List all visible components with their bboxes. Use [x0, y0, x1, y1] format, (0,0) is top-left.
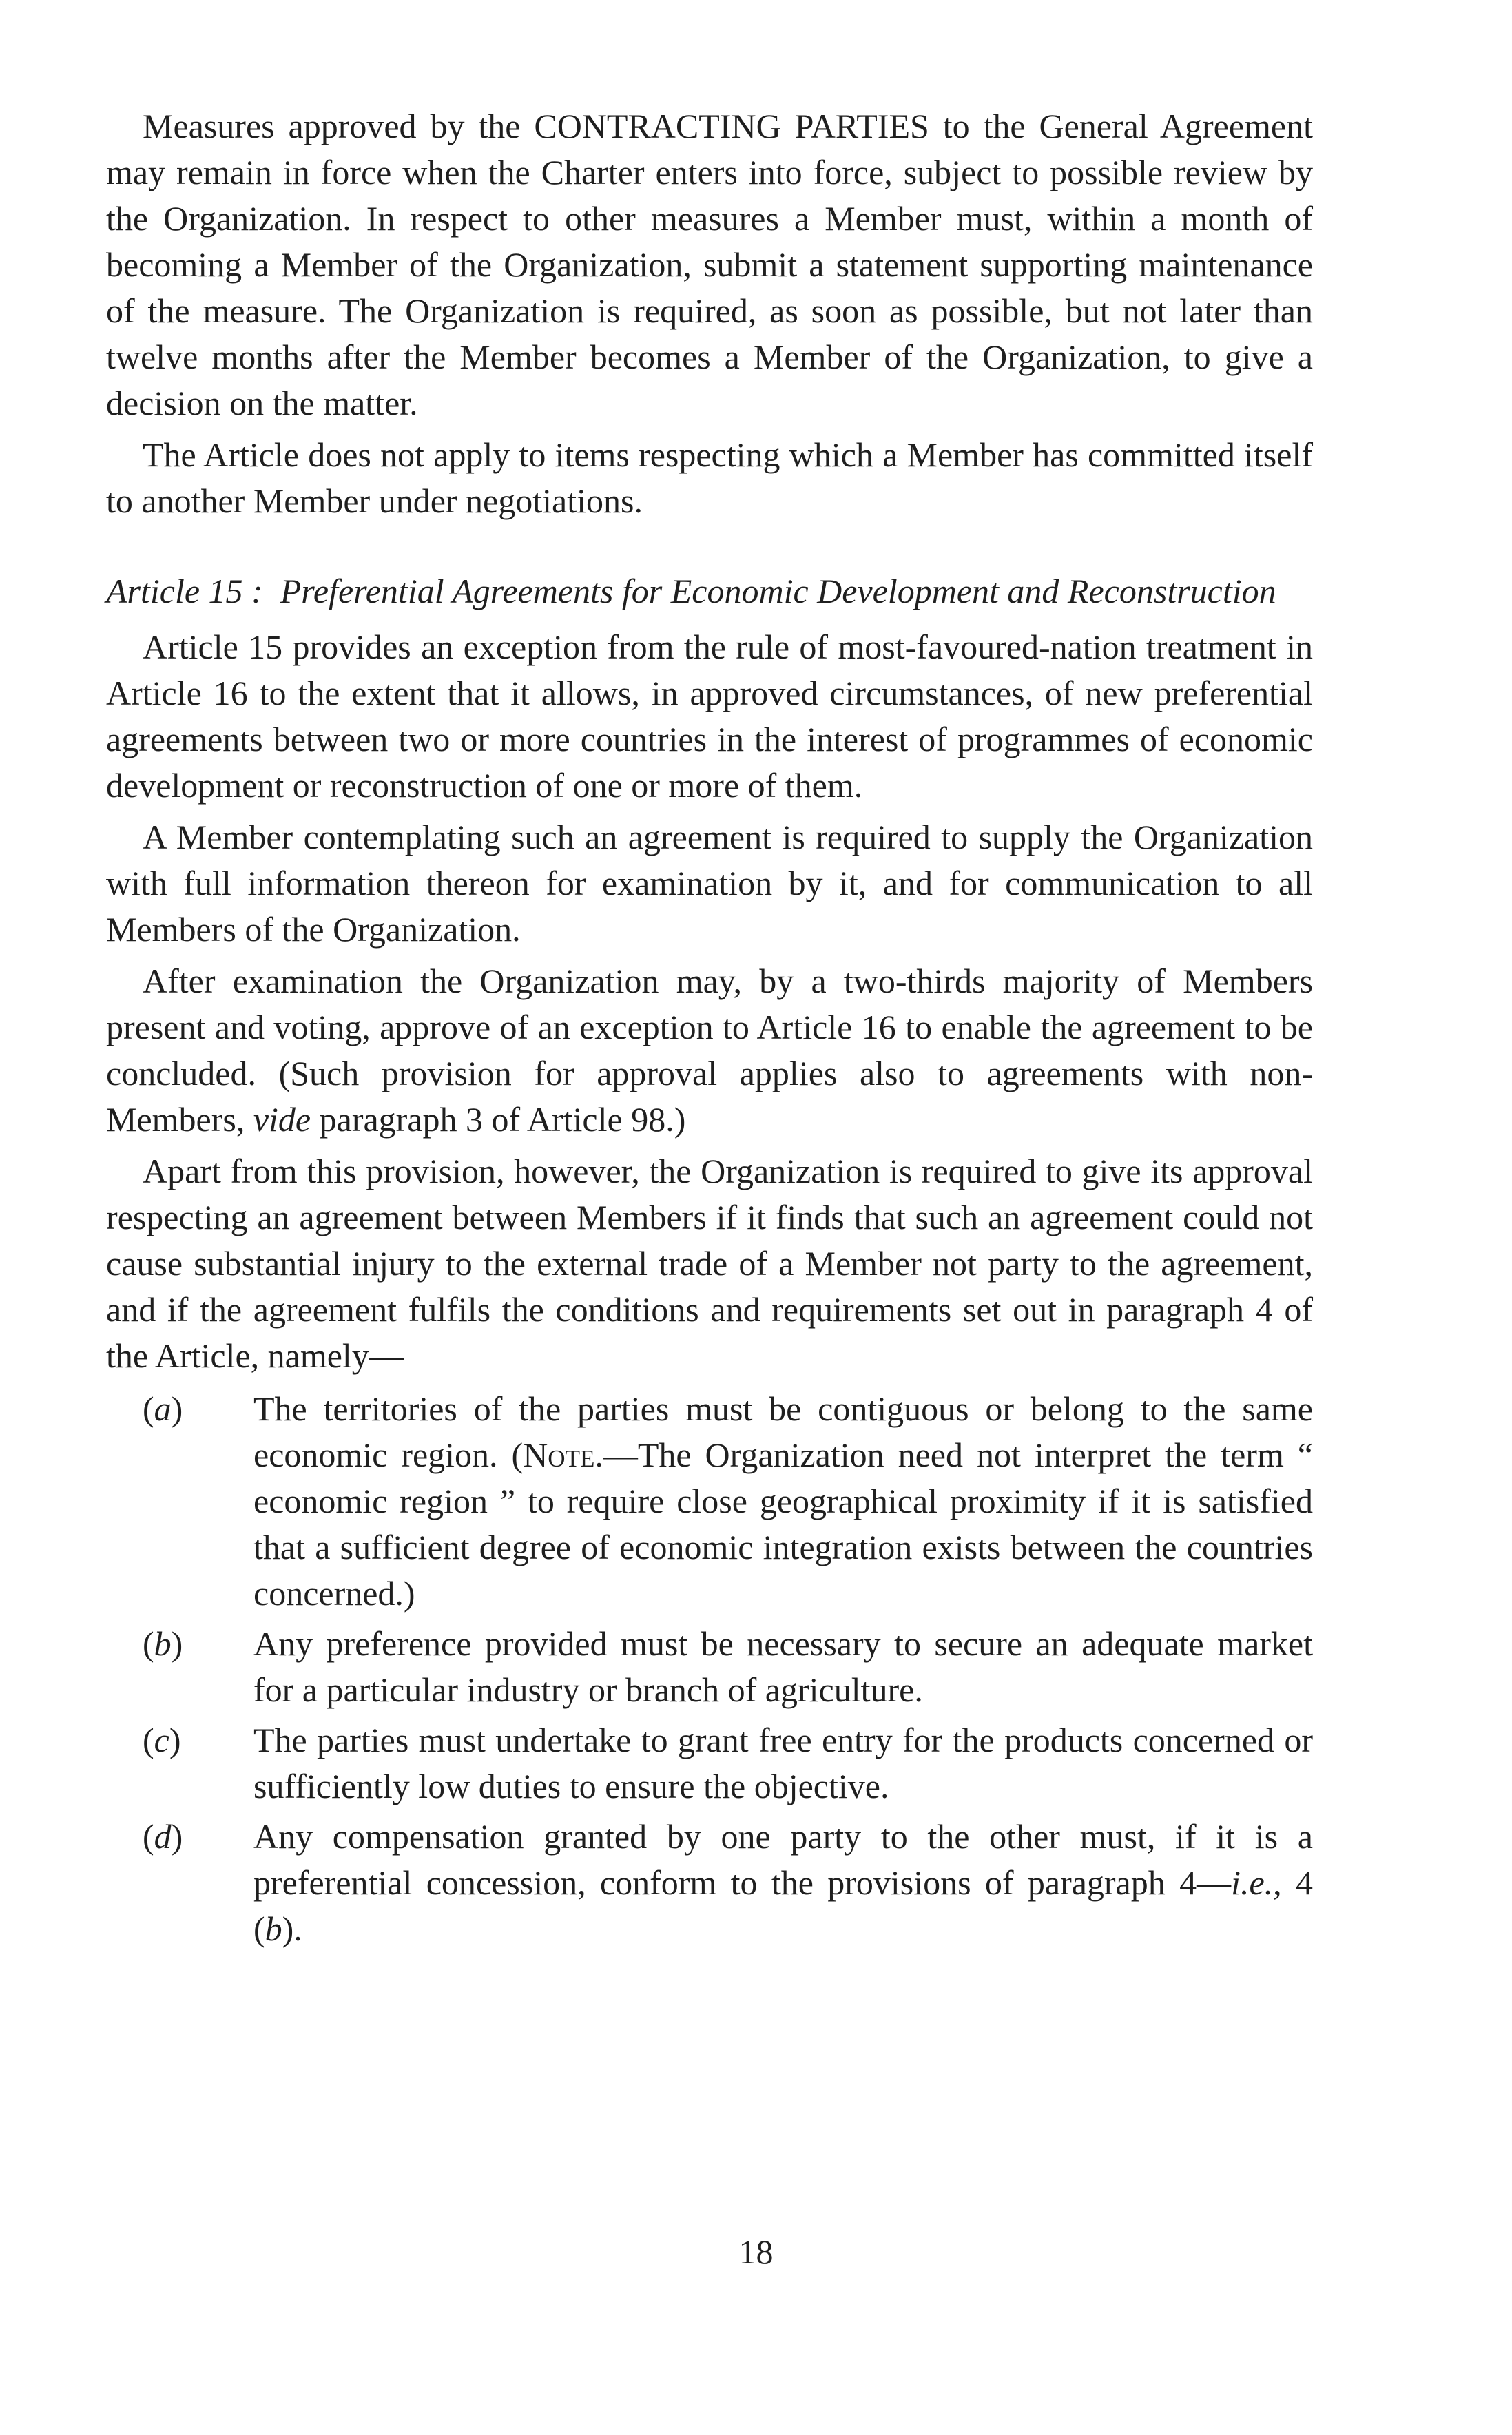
conditions-list [106, 1386, 1313, 1952]
vide-text-after: paragraph 3 of Article 98.) [319, 1100, 686, 1139]
intro-paragraph-2: The Article does not apply to items respecting which a Member has committed itself to another Member under negotiations. [106, 435, 1313, 520]
body-paragraph-vide [106, 958, 1313, 1143]
list-item-c [106, 1717, 1313, 1810]
article-heading [106, 568, 1313, 614]
list-item-text-d: Any compensation granted by one party to the other must, if it is a preferential concession, conform to the provisions of paragraph 4—i.e., 4 (b). [253, 1817, 1313, 1948]
list-marker-d: (d) [143, 1817, 183, 1856]
page-number: 18 [738, 2232, 774, 2271]
body-paragraph-1: Article 15 provides an exception from the rule of most-favoured-nation treatment in Article 16 to the extent that it allows, in approved circumstances, of new preferential agreements between two or more countries in the interest of programmes of economic development or reconstruction of one or more of them. [106, 628, 1313, 805]
vide-text-before: After examination the Organization may, by a two-thirds majority of Members present and voting, approve of an exception to Article 16 to enable the agreement to be concluded. (Such provision for approval applies also to agreements with non-Members, [106, 962, 1313, 1139]
list-item-text-b: Any preference provided must be necessary to secure an adequate market for a particular industry or branch of agriculture. [253, 1624, 1313, 1709]
article-number: Article 15 : [106, 572, 263, 610]
list-item-a [106, 1386, 1313, 1617]
list-marker-b: (b) [143, 1624, 183, 1663]
list-item-b [106, 1621, 1313, 1713]
list-marker-c: (c) [143, 1721, 181, 1759]
note-label: Note [523, 1436, 595, 1474]
vide-word: vide [253, 1100, 311, 1139]
list-marker-a: (a) [143, 1389, 183, 1428]
list-item-text-a: The territories of the parties must be contiguous or belong to the same economic region. (Note.—The Organization need not interpret the term “ economic region ” to require close geographical proximity if it is satisfied that a sufficient degree of economic integration exists between the countries concerned.) [253, 1389, 1313, 1613]
document-page [106, 103, 1313, 1956]
article-title: Preferential Agreements for Economic Development and Reconstruction [280, 572, 1276, 610]
list-item-text-c: The parties must undertake to grant free entry for the products concerned or sufficiently low duties to ensure the objective. [253, 1721, 1313, 1805]
list-item-d [106, 1814, 1313, 1952]
body-paragraph-2: A Member contemplating such an agreement is required to supply the Organization with full information thereon for examination by it, and for communication to all Members of the Organization. [106, 818, 1313, 949]
intro-paragraph-1: Measures approved by the CONTRACTING PARTIES to the General Agreement may remain in force when the Charter enters into force, subject to possible review by the Organization. In respect to other measures a Member must, within a month of becoming a Member of the Organization, submit a statement supporting maintenance of the measure. The Organization is required, as soon as possible, but not later than twelve months after the Member becomes a Member of the Organization, to give a decision on the matter. [106, 107, 1313, 422]
body-paragraph-apart: Apart from this provision, however, the Organization is required to give its approval respecting an agreement between Members if it finds that such an agreement could not cause substantial injury to the external trade of a Member not party to the agreement, and if the agreement fulfils the conditions and requirements set out in paragraph 4 of the Article, namely— [106, 1152, 1313, 1375]
